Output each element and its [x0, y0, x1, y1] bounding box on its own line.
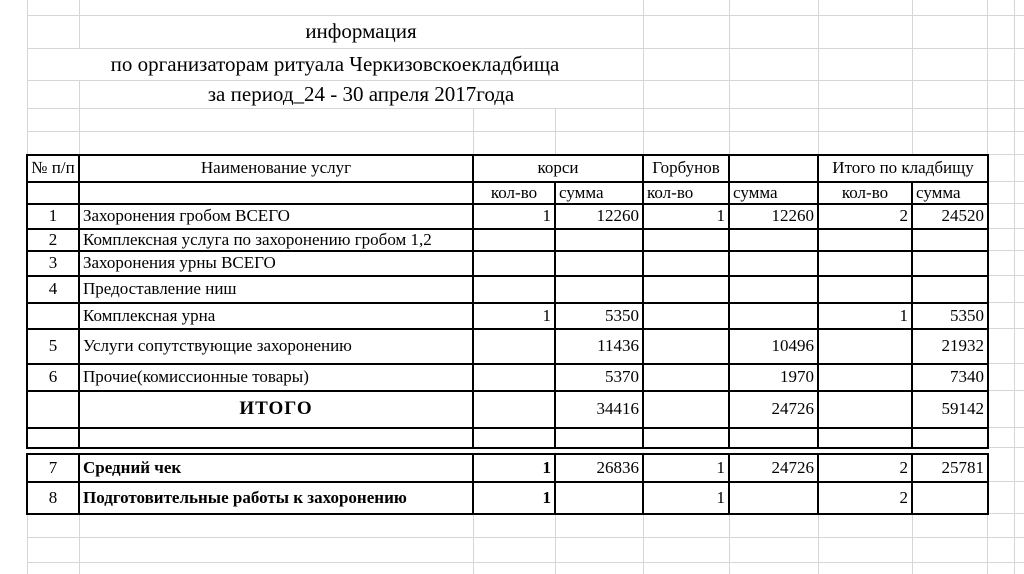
qty-cell[interactable]: [643, 229, 729, 251]
num-cell[interactable]: 5: [27, 329, 79, 364]
sum-cell[interactable]: [912, 229, 988, 251]
qty-cell[interactable]: 1: [473, 303, 555, 329]
service-cell[interactable]: Комплексная услуга по захоронению гробом 1,2: [79, 229, 473, 251]
sum-cell[interactable]: 24726: [729, 454, 818, 482]
sum-cell[interactable]: [912, 482, 988, 514]
service-cell[interactable]: Захоронения гробом ВСЕГО: [79, 204, 473, 229]
sum-cell[interactable]: 5350: [555, 303, 643, 329]
sum-cell[interactable]: 59142: [912, 391, 988, 428]
header-total-cell[interactable]: Итого по кладбищу: [818, 155, 988, 182]
qty-cell[interactable]: [473, 364, 555, 391]
qty-cell[interactable]: 1: [473, 482, 555, 514]
sum-cell[interactable]: 10496: [729, 329, 818, 364]
sum-header-cell[interactable]: сумма: [912, 182, 988, 204]
qty-cell[interactable]: 2: [818, 454, 912, 482]
qty-cell[interactable]: [473, 276, 555, 303]
header-row-measures: [27, 182, 988, 204]
num-cell[interactable]: 7: [27, 454, 79, 482]
num-cell[interactable]: [27, 303, 79, 329]
qty-header-cell[interactable]: кол-во: [643, 182, 729, 204]
qty-cell[interactable]: [818, 329, 912, 364]
qty-cell[interactable]: [473, 329, 555, 364]
sum-cell[interactable]: [729, 229, 818, 251]
sum-cell[interactable]: [729, 276, 818, 303]
empty-row: [27, 428, 988, 448]
num-cell[interactable]: [27, 391, 79, 428]
title-line-3[interactable]: за период_24 - 30 апреля 2017года: [207, 81, 515, 106]
title-line-1[interactable]: информация: [305, 19, 417, 43]
sum-cell[interactable]: [555, 428, 643, 448]
qty-cell[interactable]: [643, 303, 729, 329]
table-row: [27, 303, 988, 329]
num-cell[interactable]: 1: [27, 204, 79, 229]
qty-cell[interactable]: [818, 276, 912, 303]
sum-header-cell[interactable]: сумма: [555, 182, 643, 204]
sum-cell[interactable]: [555, 276, 643, 303]
sum-cell[interactable]: [729, 428, 818, 448]
qty-cell[interactable]: [473, 428, 555, 448]
sum-cell[interactable]: [555, 229, 643, 251]
sum-cell[interactable]: [729, 251, 818, 276]
header-service-cell[interactable]: Наименование услуг: [79, 155, 473, 182]
sum-cell[interactable]: [555, 251, 643, 276]
qty-cell[interactable]: [643, 364, 729, 391]
sum-cell[interactable]: 25781: [912, 454, 988, 482]
sum-cell[interactable]: 11436: [555, 329, 643, 364]
totals-row: [27, 391, 988, 428]
qty-cell[interactable]: [818, 229, 912, 251]
summary-table: [26, 453, 989, 515]
header-num-cell[interactable]: № п/п: [27, 155, 79, 182]
sum-cell[interactable]: 34416: [555, 391, 643, 428]
num-cell[interactable]: 8: [27, 482, 79, 514]
qty-cell[interactable]: [643, 428, 729, 448]
service-cell[interactable]: Захоронения урны ВСЕГО: [79, 251, 473, 276]
qty-cell[interactable]: [818, 428, 912, 448]
qty-cell[interactable]: 1: [473, 454, 555, 482]
summary-row: [27, 482, 988, 514]
qty-cell[interactable]: [473, 391, 555, 428]
sum-cell[interactable]: [555, 482, 643, 514]
totals-label-cell[interactable]: ИТОГО: [79, 391, 473, 428]
qty-cell[interactable]: [643, 329, 729, 364]
qty-cell[interactable]: [643, 276, 729, 303]
empty-cell[interactable]: [79, 182, 473, 204]
table-row: [27, 251, 988, 276]
qty-cell[interactable]: 1: [643, 454, 729, 482]
service-cell[interactable]: Прочие(комиссионные товары): [79, 364, 473, 391]
sum-cell[interactable]: 24726: [729, 391, 818, 428]
qty-cell[interactable]: [473, 229, 555, 251]
qty-cell[interactable]: 2: [818, 482, 912, 514]
num-cell[interactable]: [27, 428, 79, 448]
qty-cell[interactable]: 2: [818, 204, 912, 229]
num-cell[interactable]: 2: [27, 229, 79, 251]
sum-cell[interactable]: 24520: [912, 204, 988, 229]
num-cell[interactable]: 3: [27, 251, 79, 276]
num-cell[interactable]: 4: [27, 276, 79, 303]
table-row: [27, 204, 988, 229]
service-cell[interactable]: Услуги сопутствующие захоронению: [79, 329, 473, 364]
qty-header-cell[interactable]: кол-во: [818, 182, 912, 204]
qty-cell[interactable]: [818, 391, 912, 428]
sum-cell[interactable]: 5350: [912, 303, 988, 329]
service-cell[interactable]: [79, 428, 473, 448]
table-row: [27, 364, 988, 391]
sum-cell[interactable]: [729, 482, 818, 514]
qty-cell[interactable]: [818, 364, 912, 391]
empty-cell[interactable]: [27, 182, 79, 204]
service-cell[interactable]: Предоставление ниш: [79, 276, 473, 303]
qty-cell[interactable]: [818, 251, 912, 276]
qty-cell[interactable]: 1: [818, 303, 912, 329]
header-org-gorbunov-extra-cell[interactable]: [729, 155, 818, 182]
num-cell[interactable]: 6: [27, 364, 79, 391]
summary-row: [27, 454, 988, 482]
qty-header-cell[interactable]: кол-во: [473, 182, 555, 204]
qty-cell[interactable]: [643, 391, 729, 428]
service-cell[interactable]: Средний чек: [79, 454, 473, 482]
qty-cell[interactable]: 1: [643, 204, 729, 229]
qty-cell[interactable]: [643, 251, 729, 276]
sum-cell[interactable]: [912, 276, 988, 303]
sum-cell[interactable]: 12260: [555, 204, 643, 229]
qty-cell[interactable]: [473, 251, 555, 276]
sum-cell[interactable]: 12260: [729, 204, 818, 229]
sum-cell[interactable]: [912, 428, 988, 448]
table-row: [27, 276, 988, 303]
qty-cell[interactable]: 1: [473, 204, 555, 229]
sum-cell[interactable]: [729, 303, 818, 329]
sum-cell[interactable]: 7340: [912, 364, 988, 391]
header-org-korsi-cell[interactable]: корси: [473, 155, 643, 182]
service-cell[interactable]: Подготовительные работы к захоронению: [79, 482, 473, 514]
main-table: [26, 154, 989, 449]
table-row: [27, 329, 988, 364]
header-row-groups: [27, 155, 988, 182]
qty-cell[interactable]: 1: [643, 482, 729, 514]
service-cell[interactable]: Комплексная урна: [79, 303, 473, 329]
sum-cell[interactable]: 1970: [729, 364, 818, 391]
table-row: [27, 229, 988, 251]
sum-cell[interactable]: 21932: [912, 329, 988, 364]
sum-cell[interactable]: [912, 251, 988, 276]
sum-cell[interactable]: 26836: [555, 454, 643, 482]
sum-cell[interactable]: 5370: [555, 364, 643, 391]
title-line-2[interactable]: по организаторам ритуала Черкизовскоекладбища: [110, 51, 560, 76]
sum-header-cell[interactable]: сумма: [729, 182, 818, 204]
header-org-gorbunov-cell[interactable]: Горбунов: [643, 155, 729, 182]
